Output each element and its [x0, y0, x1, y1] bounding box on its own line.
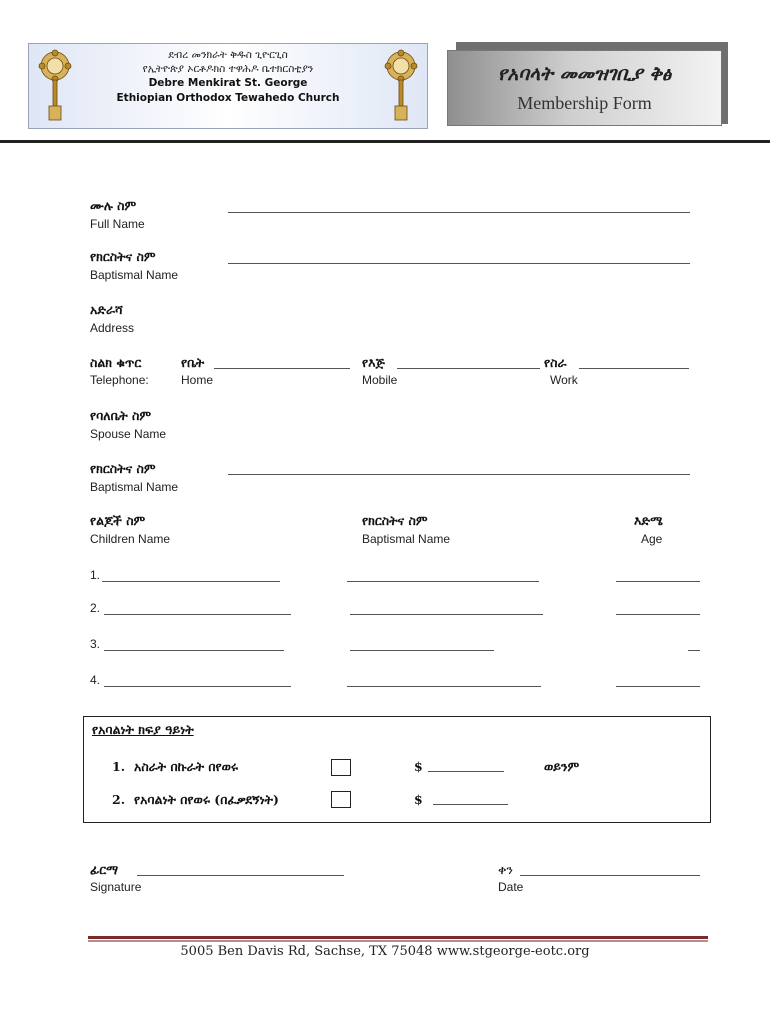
- date-label-en: Date: [498, 880, 524, 894]
- signature-field[interactable]: [137, 875, 344, 876]
- child-3-name-field[interactable]: [104, 650, 284, 651]
- child-4-age-field[interactable]: [616, 686, 700, 687]
- home-label-am: የቤት: [181, 355, 205, 370]
- children-baptismal-header-am: የክርስትና ስም: [362, 513, 428, 528]
- signature-label-en: Signature: [90, 880, 142, 894]
- child-1-age-field[interactable]: [616, 581, 700, 582]
- option-1-number: 1.: [112, 759, 126, 774]
- or-label: ወይንም: [544, 759, 580, 774]
- home-label-en: Home: [181, 373, 214, 387]
- church-name-en-line2: Ethiopian Orthodox Tewahedo Church: [116, 92, 340, 104]
- baptismal-name-label-en: Baptismal Name: [90, 268, 179, 282]
- church-name-block: [89, 48, 367, 106]
- right-cross-icon: [381, 48, 421, 124]
- spouse-baptismal-label-am: የክርስትና ስም: [90, 461, 156, 476]
- child-4-baptismal-field[interactable]: [347, 686, 541, 687]
- work-label-am: የስራ: [544, 355, 567, 370]
- baptismal-name-label-am: የክርስትና ስም: [90, 249, 156, 264]
- children-age-header-am: እድሜ: [634, 513, 663, 528]
- church-banner: [28, 43, 428, 129]
- full-name-label-am: ሙሉ ስም: [90, 198, 137, 213]
- child-row-number: 3.: [90, 637, 101, 651]
- children-name-header-am: የልጆች ስም: [90, 513, 146, 528]
- currency-symbol: $: [414, 792, 423, 807]
- form-title-am: የአባላት መመዝገቢያ ቅፅ: [497, 63, 672, 85]
- child-1-baptismal-field[interactable]: [347, 581, 539, 582]
- telephone-label-am: ስልክ ቁጥር: [90, 355, 142, 370]
- footer-address: 5005 Ben Davis Rd, Sachse, TX 75048 www.stgeorge-eotc.org: [180, 944, 590, 959]
- full-name-label-en: Full Name: [90, 217, 145, 231]
- spouse-name-label-en: Spouse Name: [90, 427, 167, 441]
- child-3-age-field[interactable]: [688, 650, 700, 651]
- children-age-header-en: Age: [641, 532, 663, 546]
- signature-label-am: ፊርማ: [90, 862, 119, 877]
- child-row-number: 1.: [90, 568, 101, 582]
- child-4-name-field[interactable]: [104, 686, 291, 687]
- option-2-label: የአባልነት በየወሩ (በፈቃደኝነት): [134, 792, 279, 807]
- home-phone-field[interactable]: [214, 368, 350, 369]
- address-label-en: Address: [90, 321, 135, 335]
- church-name-en-line1: Debre Menkirat St. George: [148, 77, 308, 89]
- baptismal-name-field[interactable]: [228, 263, 690, 264]
- form-title-en: Membership Form: [517, 93, 652, 113]
- spouse-name-label-am: የባለቤት ስም: [90, 408, 152, 423]
- option-2-checkbox[interactable]: [331, 791, 351, 808]
- child-2-name-field[interactable]: [104, 614, 291, 615]
- mobile-label-am: የእጅ: [362, 355, 385, 370]
- option-1-amount-field[interactable]: [428, 771, 504, 772]
- left-cross-icon: [35, 48, 75, 124]
- children-baptismal-header-en: Baptismal Name: [362, 532, 451, 546]
- footer-divider: [88, 936, 708, 939]
- form-title-box: [447, 50, 722, 126]
- full-name-field[interactable]: [228, 212, 690, 213]
- work-phone-field[interactable]: [579, 368, 689, 369]
- child-row-number: 4.: [90, 673, 101, 687]
- telephone-label-en: Telephone:: [90, 373, 149, 387]
- currency-symbol: $: [414, 759, 423, 774]
- child-2-age-field[interactable]: [616, 614, 700, 615]
- mobile-phone-field[interactable]: [397, 368, 540, 369]
- option-2-number: 2.: [112, 792, 126, 807]
- address-label-am: አድራሻ: [90, 302, 123, 317]
- children-name-header-en: Children Name: [90, 532, 171, 546]
- child-row-number: 2.: [90, 601, 101, 615]
- payment-type-title: የአባልነት ክፍያ ዓይነት: [92, 722, 194, 737]
- child-1-name-field[interactable]: [102, 581, 280, 582]
- spouse-baptismal-field[interactable]: [228, 474, 690, 475]
- mobile-label-en: Mobile: [362, 373, 398, 387]
- church-name-am-line2: የኢትዮጵያ ኦርቶዶክስ ተዋሕዶ ቤተክርስቲያን: [142, 63, 314, 75]
- child-2-baptismal-field[interactable]: [350, 614, 543, 615]
- option-1-label: አስራት በኩራት በየወሩ: [134, 759, 239, 774]
- date-label-am: ቀን: [498, 862, 513, 877]
- option-2-amount-field[interactable]: [433, 804, 508, 805]
- work-label-en: Work: [550, 373, 578, 387]
- header-divider: [0, 140, 770, 143]
- church-name-am-line1: ደብረ መንክራት ቅዱስ ጊዮርጊስ: [168, 49, 288, 61]
- date-field[interactable]: [520, 875, 700, 876]
- child-3-baptismal-field[interactable]: [350, 650, 494, 651]
- footer-divider-shade: [88, 940, 708, 942]
- spouse-baptismal-label-en: Baptismal Name: [90, 480, 179, 494]
- option-1-checkbox[interactable]: [331, 759, 351, 776]
